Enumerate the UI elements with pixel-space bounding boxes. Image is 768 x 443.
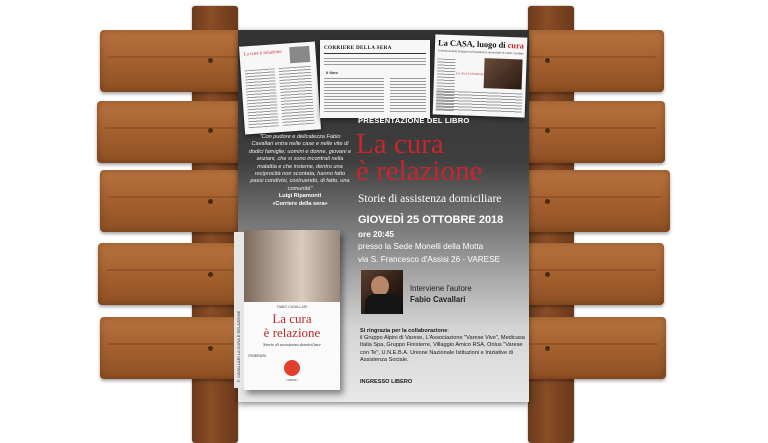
review-quote (248, 134, 352, 208)
clipping-text (245, 68, 279, 128)
event-title-line-2: è relazione (356, 155, 483, 187)
book-spine (234, 232, 244, 388)
nail (545, 58, 550, 63)
nail (208, 58, 213, 63)
clipping-book-title: La cura è relazione (456, 71, 484, 77)
thanks-title: Si ringrazia per la collaborazione (360, 328, 448, 334)
masthead: CORRIERE DELLA SERA (324, 45, 392, 51)
event-kicker: PRESENTAZIONE DEL LIBRO (358, 116, 470, 125)
clipping-text (390, 78, 426, 114)
thanks-section (360, 328, 525, 364)
book-cover-photo (244, 230, 340, 302)
nail (545, 199, 550, 204)
newspaper-clipping-left (239, 41, 321, 134)
book-author: FABIO CAVALLARI (276, 305, 308, 309)
event-venue: presso la Sede Monelli della Motta (358, 242, 484, 251)
author-photo (361, 270, 403, 314)
clipping-text (436, 90, 523, 113)
thanks-text: il Gruppo Alpini di Varese, L'Associazione "Varese Vive", Medicasa Italia Spa, Gruppo Finisterre, Villaggio Amico RSA, Onlus "Varese con Te", U.N.E.B.A. Unione Nazionale Istituzioni e Iniziative di Assistenza Sociale. (360, 335, 525, 363)
nail (208, 346, 213, 351)
book-publisher-logo (284, 360, 300, 382)
event-address: via S. Francesco d'Assisi 26 - VARESE (358, 255, 501, 264)
clipping-photo (289, 46, 310, 63)
book-cover (236, 230, 340, 390)
nail (208, 272, 213, 277)
author-face (371, 276, 389, 296)
author-jacket (365, 294, 401, 314)
nail (545, 346, 550, 351)
newspaper-clipping-middle (320, 40, 430, 118)
clipping-text (324, 78, 384, 114)
event-subtitle: Storie di assistenza domiciliare (358, 193, 502, 205)
headline-accent: cura (507, 40, 525, 51)
clipping-text (324, 58, 426, 66)
clipping-text (279, 66, 315, 126)
clipping-headline: La cura è relazione (243, 49, 282, 58)
nail (545, 272, 550, 277)
event-date: GIOVEDÌ 25 OTTOBRE 2018 (358, 214, 504, 226)
nail (208, 199, 213, 204)
quote-text: "Con pudore e delicatezza Fabio Cavallari entra nelle case e nelle vite di dodici famiglie; uomini e donne, giovani e anziani, che si sono incontrati nella malattia e che insieme, dentro una reciprocità non scontata, hanno fatto passi condivisi, costruendo, di fatto, una comunità" (248, 134, 352, 192)
entry-note: INGRESSO LIBERO (360, 379, 413, 385)
event-title-line-1: La cura (356, 128, 444, 160)
event-time: ore 20:45 (358, 230, 394, 239)
event-poster (238, 30, 529, 402)
book-series-label: ITINERARI (248, 354, 266, 358)
interview-name: Fabio Cavallari (410, 295, 466, 304)
clipping-photo (484, 58, 523, 89)
quote-author: Luigi Ripamonti (278, 193, 322, 200)
clipping-subhead: Un'interessante indagine sull'assistenza domiciliare di Fabio Cavallari (437, 48, 524, 56)
quote-source: «Corriere della sera» (272, 200, 328, 207)
nail (208, 128, 213, 133)
book-subtitle: Storie di assistenza domiciliare (263, 342, 321, 347)
book-title-line-1: La cura (272, 311, 312, 326)
publisher-name: LINDAU (286, 378, 298, 382)
nail (545, 128, 550, 133)
masthead-rule (324, 53, 426, 54)
spine-text: F. CAVALLARI LA CURA È RELAZIONE (236, 310, 241, 382)
newspaper-clipping-right (433, 34, 528, 117)
interview-label: Interviene l'autore (410, 284, 472, 293)
book-title-line-2: è relazione (263, 325, 321, 340)
clipping-section: Il libro (326, 70, 338, 75)
thanks-colon: : (447, 328, 449, 334)
headline-part: La CASA, luogo di (437, 38, 506, 50)
